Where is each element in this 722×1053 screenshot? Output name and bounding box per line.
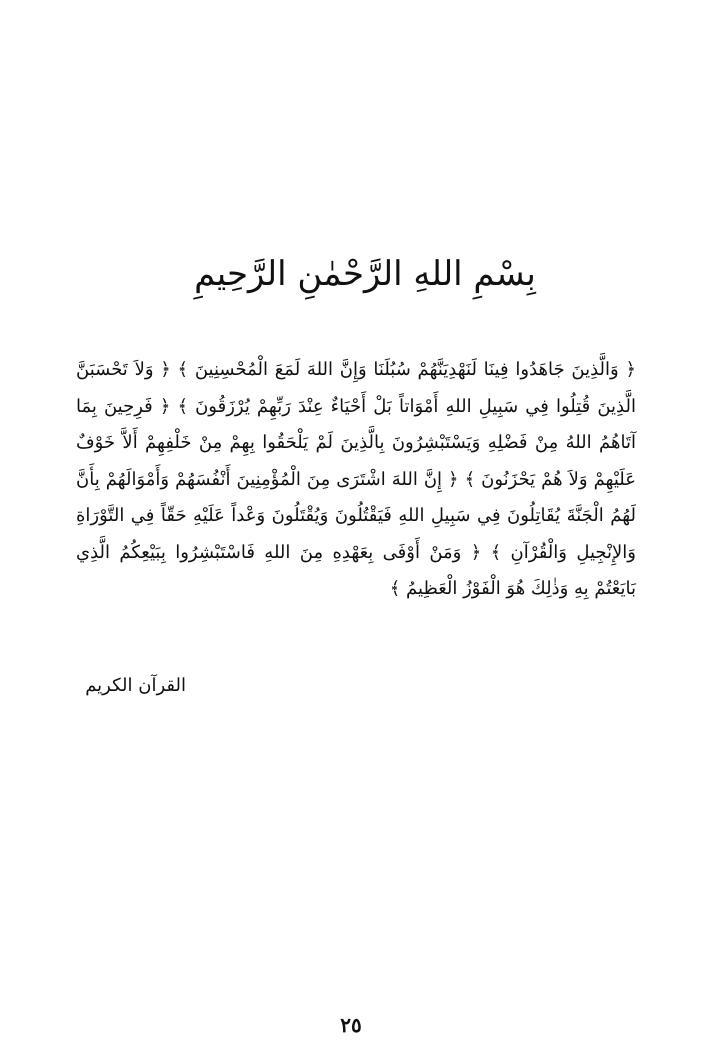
page-number: ٢٥ [340, 1013, 362, 1037]
quran-verses: ﴿ وَالَّذِينَ جَاهَدُوا فِينَا لَنَهْدِيَنَّهُمْ سُبُلَنَا وَإِنَّ اللهَ لَمَعَ الْمُحْسِنِينَ ﴾ ﴿ وَلاَ تَحْسَبَنَّ الَّذِينَ قُتِلُوا فِي سَبِيلِ اللهِ أَمْوَاتاً بَلْ أَحْيَاءٌ عِنْدَ رَبِّهِمْ يُرْزَقُونَ ﴾ ﴿ فَرِحِينَ بِمَا آتَاهُمُ اللهُ مِنْ فَضْلِهِ وَيَسْتَبْشِرُونَ بِالَّذِينَ لَمْ يَلْحَقُوا بِهِمْ مِنْ خَلْفِهِمْ أَلاَّ خَوْفٌ عَلَيْهِمْ وَلاَ هُمْ يَحْزَنُونَ ﴾ ﴿ إِنَّ اللهَ اشْتَرَى مِنَ الْمُؤْمِنِينَ أَنْفُسَهُمْ وَأَمْوَالَهُمْ بِأَنَّ لَهُمُ الْجَنَّةَ يُقَاتِلُونَ فِي سَبِيلِ اللهِ فَيَقْتُلُونَ وَيُقْتَلُونَ وَعْداً عَلَيْهِ حَقّاً فِي التَّوْرَاةِ وَالإِنْجِيلِ وَالْقُرْآنِ ﴾ ﴿ وَمَنْ أَوْفَى بِعَهْدِهِ مِنَ اللهِ فَاسْتَبْشِرُوا بِبَيْعِكُمُ الَّذِي بَايَعْتُمْ بِهِ وَذٰلِكَ هُوَ الْفَوْزُ الْعَظِيمُ ﴾ [76, 359, 636, 599]
source-attribution: القرآن الكريم [85, 675, 186, 696]
basmala-heading: بِسْمِ اللهِ الرَّحْمٰنِ الرَّحِيمِ [194, 254, 536, 294]
